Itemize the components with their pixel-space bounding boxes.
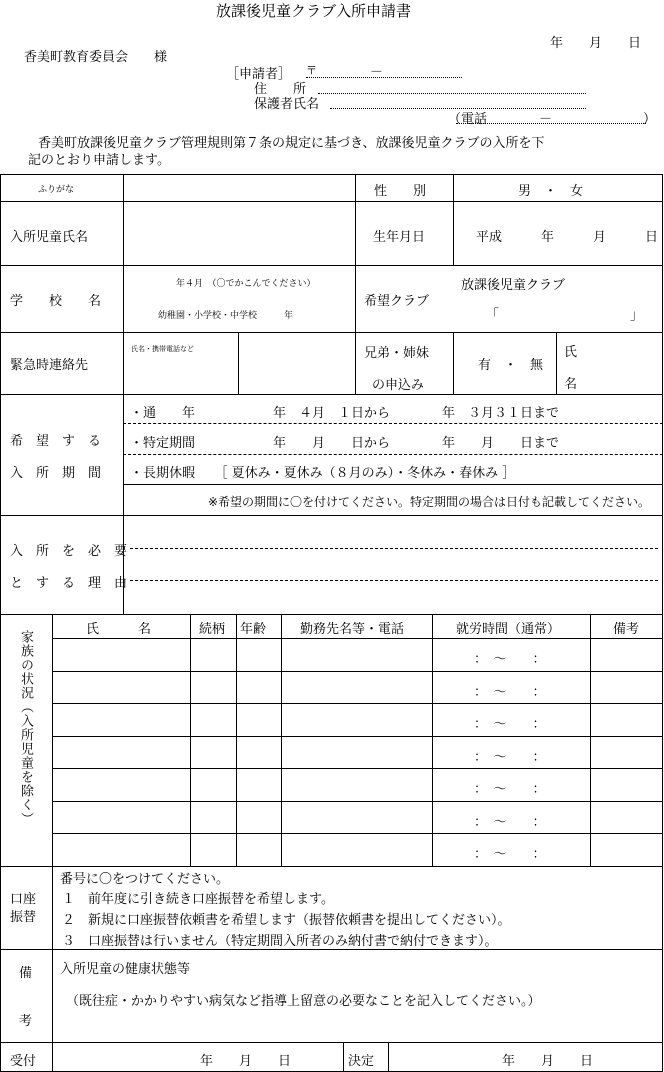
period-note: ※希望の期間に〇を付けてください。特定期間の場合は日付も記載してください。 (208, 495, 651, 509)
family-row-work-time[interactable]: ： ～ ： (474, 815, 546, 830)
remarks-label-2: 考 (19, 1014, 33, 1029)
guardian-name-label: 保護者氏名 (254, 97, 320, 112)
family-row-work-time[interactable]: ： ～ ： (474, 782, 546, 797)
emergency-contact-label: 緊急時連絡先 (10, 358, 89, 373)
period-label-2: 入 所 期 間 (10, 466, 102, 481)
family-row-work-time[interactable]: ： ～ ： (474, 750, 546, 765)
page-title: 放課後児童クラブ入所申請書 (216, 2, 412, 20)
sex-options[interactable]: 男 ・ 女 (518, 184, 584, 199)
postal-mark: 〒 (306, 64, 317, 77)
period-option-full-year[interactable]: ・通 年 年 ４月 １日から 年 ３月３１日まで (130, 406, 560, 421)
remarks-health-title: 入所児童の健康状態等 (60, 962, 191, 977)
applicant-label: ［申請者］ (226, 67, 292, 82)
family-row-work-time[interactable]: ： ～ ： (474, 685, 546, 700)
addressee: 香美町教育委員会 様 (24, 50, 168, 65)
club-label: 希望クラブ (364, 294, 430, 309)
receipt-label: 受付 (10, 1054, 37, 1069)
sibling-name-label-2: 名 (564, 377, 578, 392)
sex-label: 性 別 (374, 184, 427, 199)
address-label: 住 所 (254, 82, 307, 97)
reason-field[interactable] (125, 518, 661, 612)
application-date: 年 月 日 (550, 36, 642, 51)
family-row-work-time[interactable]: ： ～ ： (474, 652, 546, 667)
emergency-contact-note: 氏名・携帯電話など (131, 345, 194, 353)
phone-field: （電話 － ） (448, 112, 657, 127)
bank-option-3[interactable]: ３ 口座振替は行いません（特定期間入所者のみ納付書で納付できます）。 (62, 934, 498, 949)
decision-label: 決定 (348, 1054, 375, 1069)
remarks-health-note: （既往症・かかりやすい病気など指導上留意の必要なことを記入してください。） (66, 994, 541, 1009)
family-header-age: 年齢 (240, 622, 267, 637)
reason-label-2: と す る 理 由 (10, 576, 128, 591)
school-types[interactable]: 幼稚園・小学校・中学校 年 (158, 311, 294, 321)
furigana-field[interactable] (125, 176, 353, 200)
family-row-work-time[interactable]: ： ～ ： (474, 847, 546, 862)
club-value: 放課後児童クラブ (461, 278, 566, 293)
period-option-holiday[interactable]: ・長期休暇 ［ 夏休み・夏休み（８月のみ）・冬休み・春休み ］ (130, 466, 516, 481)
sibling-label-2: の申込み (372, 378, 425, 393)
family-header-workplace: 勤務先名等・電話 (300, 622, 405, 637)
sibling-label-1: 兄弟・姉妹 (364, 346, 430, 361)
bank-transfer-label-2: 振替 (10, 910, 37, 925)
family-status-label: 家族の状況（入所児童を除く） (18, 630, 33, 826)
postal-dash: － (370, 65, 384, 80)
bank-transfer-label-1: 口座 (10, 892, 37, 907)
bank-instruction: 番号に〇をつけてください。 (60, 872, 230, 887)
family-header-relation: 続柄 (199, 622, 226, 637)
birth-date-label: 生年月日 (373, 230, 426, 245)
child-name-label: 入所児童氏名 (10, 230, 89, 245)
school-label: 学 校 名 (10, 294, 102, 309)
birth-date-value[interactable]: 平成 年 月 日 (476, 230, 659, 245)
decision-date[interactable]: 年 月 日 (502, 1054, 594, 1069)
family-header-name: 氏 名 (86, 622, 152, 637)
furigana-label: ふりがな (38, 185, 75, 195)
remarks-label-1: 備 (19, 966, 33, 981)
sibling-name-label-1: 氏 (564, 345, 578, 360)
school-year-note: 年４月 （〇でかこんでください） (176, 279, 316, 289)
sibling-options[interactable]: 有 ・ 無 (478, 358, 544, 373)
family-header-work-hours: 就労時間（通常） (456, 622, 561, 637)
child-name-field[interactable] (125, 203, 353, 263)
period-option-specific[interactable]: ・特定期間 年 月 日から 年 月 日まで (130, 436, 560, 451)
intro-line-1: 香美町放課後児童クラブ管理規則第７条の規定に基づき、放課後児童クラブの入所を下 (38, 136, 545, 151)
club-bracket-open: 「 (486, 308, 500, 323)
club-bracket-close: 」 (630, 308, 644, 323)
intro-line-2: 記のとおり申請します。 (28, 153, 170, 168)
family-header-remarks: 備考 (613, 622, 640, 637)
receipt-date[interactable]: 年 月 日 (200, 1054, 292, 1069)
bank-option-2[interactable]: ２ 新規に口座振替依頼書を希望します（振替依頼書を提出してください）。 (62, 913, 511, 928)
family-row-work-time[interactable]: ： ～ ： (474, 717, 546, 732)
reason-label-1: 入 所 を 必 要 (10, 544, 128, 559)
period-label-1: 希 望 す る (10, 434, 102, 449)
bank-option-1[interactable]: １ 前年度に引き続き口座振替を希望します。 (62, 892, 334, 907)
